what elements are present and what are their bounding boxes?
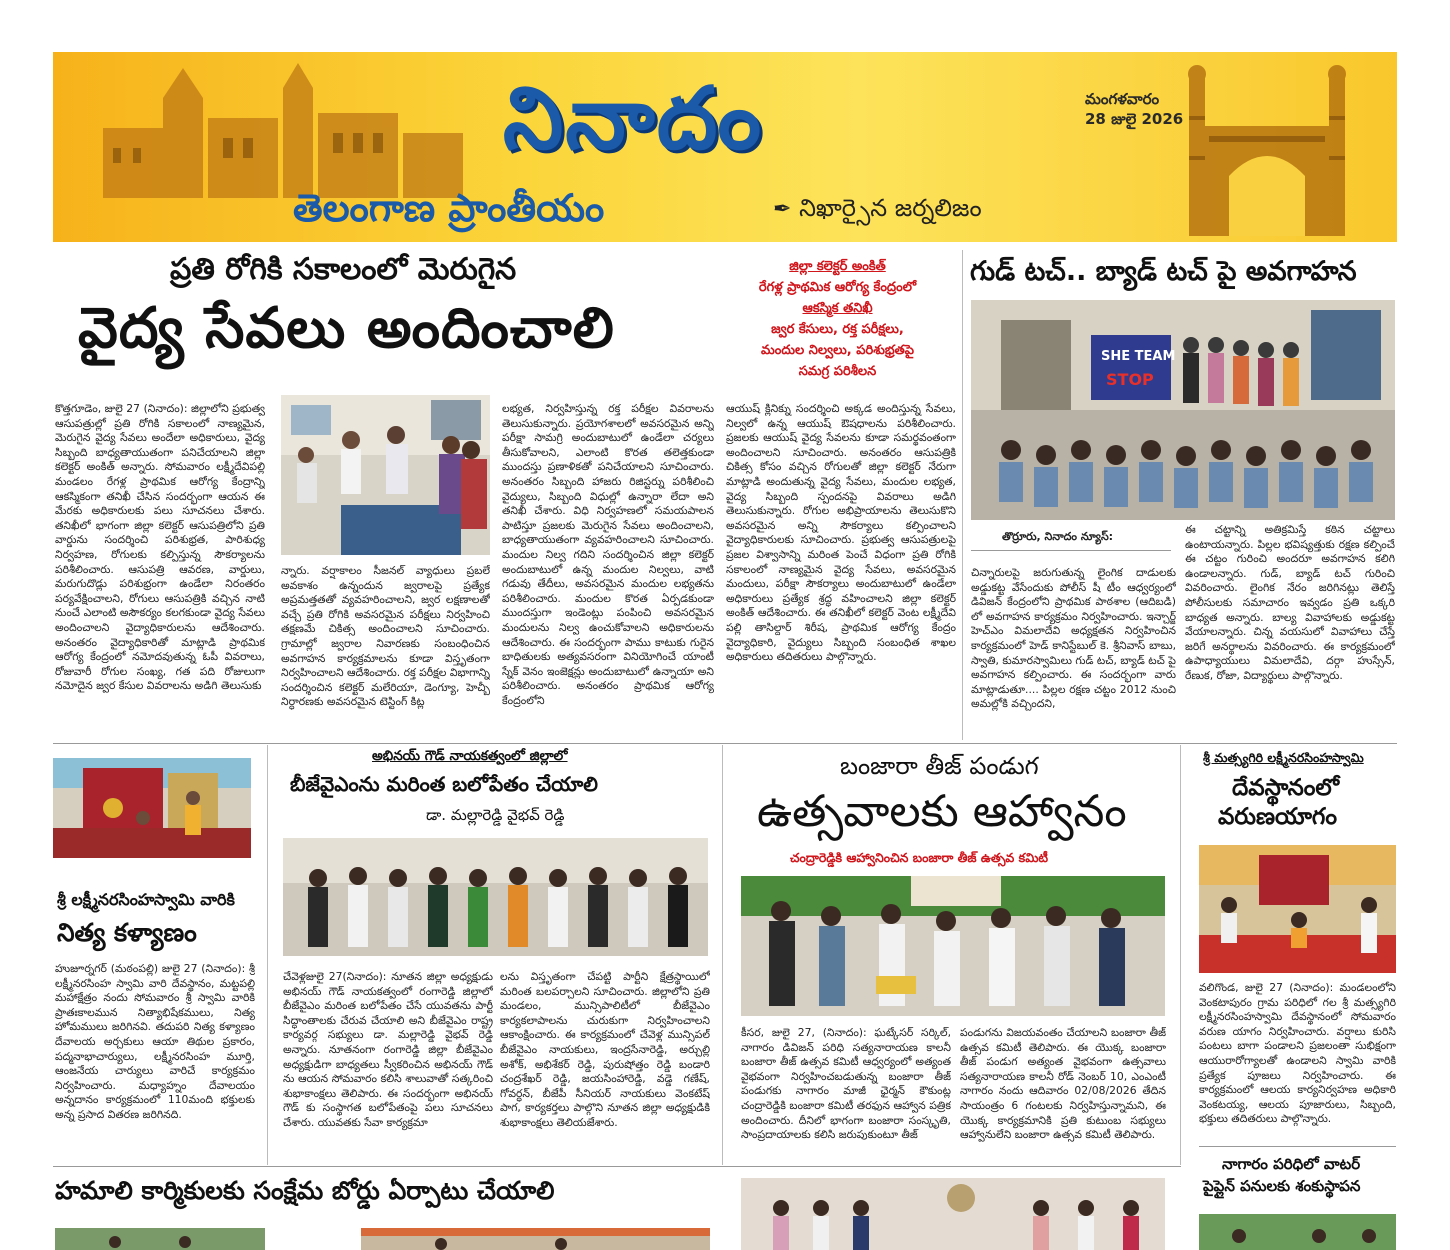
- she-team-awareness-photo: [971, 300, 1395, 520]
- lead-photo: [281, 395, 490, 555]
- column-divider: [267, 745, 268, 1165]
- section-divider: [53, 743, 1397, 744]
- kalyanam-headline: నిత్య కళ్యాణం: [57, 918, 197, 947]
- teej-invitation-photo: [741, 876, 1165, 1016]
- kicker-line: మందుల నిల్వలు, పరిశుభ్రతపై: [761, 343, 914, 358]
- lead-column-4: ఆయుష్ క్లినిక్ను సందర్శించి అక్కడ అందిస్తున్న సేవలు, నిల్వలో ఉన్న ఆయుష్ ఔషధాలను పరిశీలించారు. ప్రజలకు ఆయుష్ వైద్య సేవలను కూడా సమర్థవంతంగా అందించాలని సూచించారు. అనంతరం ఆసుపత్రికి చికిత్స కోసం వచ్చిన రోగులతో జిల్లా కలెక్టర్ నేరుగా మాట్లాడి అందుతున్న వైద్య సేవలు, మందుల లభ్యత, వైద్య సిబ్బంది స్పందనపై వివరాలు అడిగి తెలుసుకున్నారు. రోగుల అభిప్రాయాలను తెలుసుకొని అవసరమైన అన్ని సౌకర్యాలు కల్పించాలని వైద్యాధికారులకు సూచించారు. ప్రభుత్వ ఆసుపత్రులపై ప్రజల విశ్వాసాన్ని మరింత పెంచే విధంగా ప్రతి రోగికి సకాలంలో నాణ్యమైన వైద్య సేవలు, అవసరమైన మందులు, పరీక్షా సౌకర్యాలు అందుబాటులో ఉండేలా అధికారులు ప్రత్యేక శ్రద్ధ వహించాలని జిల్లా కలెక్టర్ అంకిత్ ఆదేశించారు. ఈ తనిఖీలో కలెక్టర్ వెంట లక్ష్మీదేవి పల్లి తాసిల్దార్ శిరీష, ప్రాథమిక ఆరోగ్య కేంద్రం వైద్యాధికారి, వైద్యులు సిబ్బంది సంబంధిత శాఖల అధికారులు తదితరులు పాల్గొన్నారు.: [726, 402, 956, 664]
- lead-headline: వైద్య సేవలు అందించాలి: [78, 296, 615, 361]
- bjym-group-photo: [283, 838, 708, 956]
- lead-column-1: కొత్తగూడెం, జులై 27 (నినాదం): జిల్లాలోని ప్రభుత్వ ఆసుపత్రుల్లో ప్రతి రోగికి సకాలంలో నాణ్యమైన, మెరుగైన వైద్య సేవలు అందేలా అధికారులు, వైద్య సిబ్బంది బాధ్యతాయుతంగా పనిచేయాలని జిల్లా కలెక్టర్ అంకిత్ అన్నారు. సోమవారం లక్ష్మీదేవిపల్లి మండలం రేగళ్ల ప్రాథమిక ఆరోగ్య కేంద్రాన్ని ఆకస్మికంగా తనిఖీ చేసిన సందర్భంగా ఆయన ఈ మేరకు అధికారులకు పలు సూచనలు చేశారు. తనిఖీలో భాగంగా జిల్లా కలెక్టర్ ఆసుపత్రిలోని ప్రతి వార్డును సందర్శించి పరిశుభ్రత, పారిశుధ్య నిర్వహణ, రోగులకు కల్పిస్తున్న సౌకర్యాలను పరిశీలించారు. ఆసుపత్రి ఆవరణ, వార్డులు, మరుగుదొడ్లు పరిశుభ్రంగా ఉండేలా నిరంతరం పర్యవేక్షించాలని, రోగులు ఆసుపత్రికి వచ్చిన నాటి నుంచే ఎలాంటి అసౌకర్యం కలగకుండా వైద్య సేవలు అందించాలని వైద్యాధికారులను ఆదేశించారు. అనంతరం వైద్యాధికారితో మాట్లాడి ప్రాథమిక ఆరోగ్య కేంద్రంలో నమోదవుతున్న ఓపీ వివరాలు, రోజువారీ రోగుల సంఖ్య, గత పది రోజులుగా నమోదైన జ్వర కేసుల వివరాలను అడిగి తెలుసుకు: [55, 402, 265, 693]
- goodtouch-headline: గుడ్ టచ్.. బ్యాడ్ టచ్ పై అవగాహన: [970, 256, 1357, 287]
- bjym-kicker: అభినయ్ గౌడ్ నాయకత్వంలో జిల్లాలో: [372, 748, 568, 764]
- varunayagam-photo: [1199, 845, 1396, 973]
- section-divider: [1199, 1146, 1396, 1147]
- collector-inspection-photo: [281, 395, 490, 555]
- varunayagam-body: వలిగొండ, జులై 27 (నినాదం): మండలంలోని వెంకటాపురం గ్రామ పరిధిలో గల శ్రీ మత్స్యగిరి లక్ష్మీనరసింహస్వామి దేవస్థానంలో సోమవారం వరుణ యాగం నిర్వహించారు. వర్షాలు కురిసి పంటలు బాగా పండాలని ప్రజలంతా సుభిక్షంగా ఆయురారోగ్యాలతో ఉండాలని స్వామి వారికి ప్రత్యేక పూజలు నిర్వహించారు. ఈ కార్యక్రమంలో ఆలయ కార్యనిర్వహణ అధికారి వెంకటయ్య, ఆలయ పూజారులు, సిబ్బంది, భక్తులు తదితరులు పాల్గొన్నారు.: [1199, 981, 1396, 1126]
- goodtouch-column-1: చిన్నారులపై జరుగుతున్న లైంగిక దాడులకు అడ్డుకట్ట వేసేందుకు పోలీస్ షీ టీం ఆధ్వర్యంలో డివిజన్ కేంద్రంలోని ప్రాథమిక పాఠశాల (ఆదిబడి) లో అవగాహన కార్యక్రమం నిర్వహించారు. ఇన్చార్జ్ హెచ్ఎం విమలాదేవి అధ్యక్షతన నిర్వహించిన కార్యక్రమంలో హెడ్ కానిస్టేబుల్ కె. శ్రీనివాస్ బాబు, స్వాతి, కుమారస్వామిలు గుడ్ టచ్, బ్యాడ్ టచ్ పై అవగాహన కల్పించారు. ఈ సందర్భంగా వారు మాట్లాడుతూ.... పిల్లల రక్షణ చట్టం 2012 నుంచి అమల్లోకి వచ్చిందని,: [971, 566, 1176, 711]
- pipeline-foundation-photo: [1199, 1214, 1396, 1250]
- teej-headline: ఉత్సవాలకు ఆహ్వానం: [757, 786, 1127, 837]
- varuna-yagam-photo: [1199, 845, 1396, 973]
- kalyanam-subhead: శ్రీ లక్ష్మీనరసింహస్వామి వారికి: [57, 890, 235, 909]
- nagaram-photo: [1199, 1214, 1396, 1250]
- section-divider: [53, 1166, 1181, 1167]
- nagaram-headline-2: పైప్లైన్ పనులకు శంకుస్థాపన: [1203, 1177, 1361, 1195]
- caption-rule: [971, 550, 1171, 551]
- issue-day: మంగళవారం: [1085, 90, 1160, 108]
- varunayagam-headline-2: వరుణయాగం: [1218, 804, 1337, 830]
- kalyanam-body: హుజూర్నగర్ (మఠంపల్లి) జులై 27 (నినాదం): శ్రీ లక్ష్మీనరసింహ స్వామి వారి దేవస్థానం, మట్టపల్లి మహాక్షేత్రం నందు సోమవారం శ్రీ స్వామి వారికి ప్రాతఃకాలమున నిత్యాభిషేకములు, నిత్య హోమములు జరిగినవి. తదుపరి నిత్య కళ్యాణం దేవాలయ అర్చకులు ఆయా తిథుల ప్రకారం, పద్మనాభాచార్యులు, లక్ష్మీనరసింహ మూర్తి, ఆంజనేయ చార్యులు వారిచే కార్యక్రమం నిర్వహించారు. మధ్యాహ్నం దేవాలయం అన్నదానం కార్యక్రమంలో 110మంది భక్తులకు అన్న ప్రసాద వితరణ జరిగినది.: [55, 962, 255, 1121]
- varunayagam-headline-1: దేవస్థానంలో: [1232, 775, 1340, 801]
- column-divider: [962, 250, 963, 740]
- nagaram-headline-1: నాగారం పరిధిలో వాటర్: [1222, 1155, 1361, 1173]
- masthead: [53, 52, 1397, 242]
- issue-date: 28 జులై 2026: [1085, 110, 1184, 128]
- kicker-line: ఆకస్మిక తనిఖీ: [802, 301, 873, 316]
- charminar-illustration: [1159, 56, 1379, 242]
- hamali-photo-2: [361, 1228, 710, 1250]
- hamali-photo: [55, 1228, 265, 1250]
- nagaram-event-photo: [741, 1178, 1165, 1250]
- hamali-group-photo: [361, 1228, 710, 1250]
- teej-kicker: బంజారా తీజ్ పండుగ: [840, 752, 1039, 780]
- hamali-headline: హమాలి కార్మికులకు సంక్షేమ బోర్డు ఏర్పాటు చేయాలి: [55, 1176, 555, 1205]
- lead-column-3: లభ్యత, నిర్వహిస్తున్న రక్త పరీక్షల వివరాలను తెలుసుకున్నారు. ప్రయోగశాలలో అవసరమైన అన్ని పరీక్షా సామగ్రి అందుబాటులో ఉండేలా చర్యలు తీసుకోవాలని, ఎలాంటి కొరత తలెత్తకుండా ముందస్తు ప్రణాళికతో పనిచేయాలని సూచించారు. అనంతరం సిబ్బంది హాజరు రిజిస్టర్ను పరిశీలించి వైద్యులు, సిబ్బంది విధుల్లో ఉన్నారా లేదా అని తనిఖీ చేశారు. విధి నిర్వహణలో సమయపాలన పాటిస్తూ ప్రజలకు మెరుగైన సేవలు అందించాలని, బాధ్యతాయుతంగా వ్యవహరించాలని సూచించారు. మందుల నిల్వ గదిని సందర్శించిన జిల్లా కలెక్టర్ అందుబాటులో ఉన్న మందుల నిల్వలు, వాటి గడువు తేదీలు, అవసరమైన మందుల లభ్యతను పరిశీలించారు. మందుల కొరత ఏర్పడకుండా ముందస్తుగా ఇండెంట్లు పంపించి అవసరమైన మందులను నిల్వ ఉంచుకోవాలని అధికారులను ఆదేశించారు. ఈ సందర్భంగా పాము కాటుకు గురైన బాధితులకు అత్యవసరంగా వినియోగించే యాంటీ స్నేక్ వెనం ఇంజెక్షన్లు అందుబాటులో ఉన్నాయా అని పరిశీలించారు. అనంతరం ప్రాథమిక ఆరోగ్య కేంద్రంలోని: [502, 402, 714, 707]
- pen-icon: ✒: [773, 197, 792, 222]
- banner-text: SHE TEAM: [1101, 349, 1176, 364]
- varunayagam-kicker: శ్రీ మత్స్యగిరి లక్ష్మీనరసింహస్వామి: [1203, 750, 1364, 765]
- teej-column-1: కీసర, జులై 27, (నినాదం): ఘట్కేసర్ సర్కిల్, నాగారం డివిజన్ పరిధి సత్యనారాయణ కాలనీ బంజారా తీజ్ ఉత్సవ కమిటీ ఆధ్వర్యంలో అత్యంత వైభవంగా నిర్వహించబడుతున్న బంజారా తీజ్ పండుగకు నాగారం మాజీ ఛైర్మన్ కౌకుంట్ల చంద్రారెడ్డికి బంజారా కమిటీ తరఫున ఆహ్వాన పత్రిక అందించారు. దీనిలో భాగంగా బంజారా సంస్కృతి, సాంప్రదాయాలకు కలిసి జరుపుకుంటూ తీజ్: [741, 1026, 951, 1142]
- bjym-photo: [283, 838, 708, 956]
- kicker-line: జ్వర కేసులు, రక్త పరీక్షలు,: [771, 322, 904, 337]
- goodtouch-dateline: తొర్రూరు, నినాదం న్యూస్:: [1002, 530, 1114, 543]
- group-event-photo: [741, 1178, 1165, 1250]
- banner-text: STOP: [1106, 370, 1154, 389]
- goodtouch-photo: [971, 300, 1395, 520]
- newspaper-brand: నినాదం: [503, 69, 764, 169]
- brand-tagline: [773, 194, 982, 228]
- bjym-column-1: చేవెళ్లజులై 27(నినాదం): నూతన జిల్లా అధ్యక్షుడు అభినయ్ గౌడ్ నాయకత్వంలో రంగారెడ్డి జిల్లాలో బీజేవైఎం మరింత బలోపేతం చేసే యువతను పార్టీ సిద్ధాంతాలకు చేరువ చేయాలి అని బీజేవైఎం రాష్ట్ర కార్యవర్గ సభ్యులు డా. మల్లారెడ్డి వైభవ్ రెడ్డి అన్నారు. నూతనంగా రంగారెడ్డి జిల్లా బీజేవైఎం అధ్యక్షుడిగా బాధ్యతలు స్వీకరించిన అభినయ్ గౌడ్ ను ఆయన సోమవారం కలిసి శాలువాతో సత్కరించి శుభాకాంక్షలు తెలిపారు. ఈ సందర్భంగా అభినయ్ గౌడ్ కు సంస్థాగత బలోపేతంపై పలు సూచనలు చేశారు. యువతకు సేవా కార్యక్రమా: [283, 970, 493, 1129]
- lead-kicker: [715, 256, 960, 382]
- teej-subhead: చంద్రారెడ్డికి ఆహ్వానించిన బంజారా తీజ్ ఉత్సవ కమిటీ: [790, 850, 1049, 865]
- bjym-byline: డా. మల్లారెడ్డి వైభవ్ రెడ్డి: [426, 806, 565, 824]
- column-divider: [722, 745, 723, 1165]
- kicker-line: జిల్లా కలెక్టర్ అంకిత్: [789, 259, 886, 274]
- bjym-headline: బీజేవైఎంను మరింత బలోపేతం చేయాలి: [290, 772, 598, 796]
- kicker-line: రేగళ్ల ప్రాథమిక ఆరోగ్య కేంద్రంలో: [758, 280, 917, 295]
- edition-region: తెలంగాణ ప్రాంతీయం: [293, 186, 605, 230]
- goodtouch-column-2: ఈ చట్టాన్ని అతిక్రమిస్తే కఠిన చట్టాలు ఉంటాయన్నారు. పిల్లల భవిష్యత్తుకు రక్షణ కల్పించే ఈ చట్టం గురించి అందరూ అవగాహన కలిగి ఉండాలన్నారు. గుడ్, బ్యాడ్ టచ్ గురించి వివరించారు. లైంగిక నేరం జరిగినట్లు తెలిస్తే పోలీసులకు సమాచారం ఇవ్వడం ప్రతి ఒక్కరి బాధ్యత అన్నారు. బాల్య వివాహాలకు అడ్డుకట్ట వేయాలన్నారు. చిన్న వయసులో వివాహాలు చేస్తే జరిగే అనర్థాలను వివరించారు. ఈ కార్యక్రమంలో ఉపాధ్యాయులు విమలాదేవి, దర్గా హుస్సేన్, రేణుక, రోజా, విద్యార్థులు పాల్గొన్నారు.: [1185, 523, 1395, 682]
- tagline-text: నిఖార్సైన జర్నలిజం: [799, 194, 982, 222]
- lead-subhead: ప్రతి రోగికి సకాలంలో మెరుగైన: [170, 252, 517, 287]
- hamali-photo-1: [55, 1228, 265, 1250]
- teej-photo: [741, 876, 1165, 1016]
- column-divider: [1180, 745, 1181, 1165]
- kicker-line: సమగ్ర పరిశీలన: [798, 364, 877, 379]
- kalyanam-photo: [53, 758, 251, 858]
- temple-ritual-photo: [53, 758, 251, 858]
- bjym-column-2: లను విస్తృతంగా చేపట్టి పార్టీని క్షేత్రస్థాయిలో మరింత బలపర్చాలని సూచించారు. జిల్లాలోని ప్రతి మండలం, మున్సిపాలిటీలో బీజేవైఎం కార్యకలాపాలను చురుకుగా నిర్వహించాలని ఆకాంక్షించారు. ఈ కార్యక్రమంలో చేవెళ్ల మున్సిపల్ బీజేవైఎం నాయకులు, ఇంద్రసేనారెడ్డి, అర్చుల్లి అశోక్, అభిశేకర్ రెడ్డి, పురుషోత్తం రెడ్డి బండారి చంద్రశేఖర్ రెడ్డి, జయసింహారెడ్డి, వడ్డె గణేష్, గోవర్ధన్, బీజేపీ సీనియర్ నాయకులు వెంకటేష్ పాగ, కార్యకర్తలు పాల్గొని నూతన జిల్లా అధ్యక్షుడికి శుభాకాంక్షలు తెలియజేశారు.: [500, 970, 710, 1129]
- teej-column-2: పండుగను విజయవంతం చేయాలని బంజారా తీజ్ ఉత్సవ కమిటీ తెలిపారు. ఈ యొక్క బంజారా తీజ్ పండుగ అత్యంత వైభవంగా ఉత్సవాలు సత్యనారాయణ కాలనీ రోడ్ నెంబర్ 10, ఎంఎంటీ నాగారం నందు ఆదివారం 02/08/2026 తేదిన సాయంత్రం 6 గంటలకు నిర్వహిస్తున్నామని, ఈ యొక్క కార్యక్రమానికి ప్రతి కుటుంబ సభ్యులు ఆహ్వానులేని బంజారా ఉత్సవ కమిటీ తెలిపారు.: [960, 1026, 1166, 1142]
- lead-column-2: న్నారు. వర్షాకాలం సీజనల్ వ్యాధులు ప్రబలే అవకాశం ఉన్నందున జ్వరాలపై ప్రత్యేక అప్రమత్తతతో వ్యవహరించాలని, జ్వర లక్షణాలతో వచ్చే ప్రతి రోగికి అవసరమైన పరీక్షలు నిర్వహించి తక్షణమే చికిత్స అందించాలని సూచించారు. గ్రామాల్లో జ్వరాల నివారణకు సంబంధించిన అవగాహన కార్యక్రమాలను కూడా విస్తృతంగా నిర్వహించాలని ఆదేశించారు. రక్త పరీక్షల విభాగాన్ని సందర్శించిన కలెక్టర్ మలేరియా, డెంగ్యూ, హెచ్బీ నిర్ధారణకు అవసరమైన టెస్టింగ్ కిట్ల: [281, 564, 490, 709]
